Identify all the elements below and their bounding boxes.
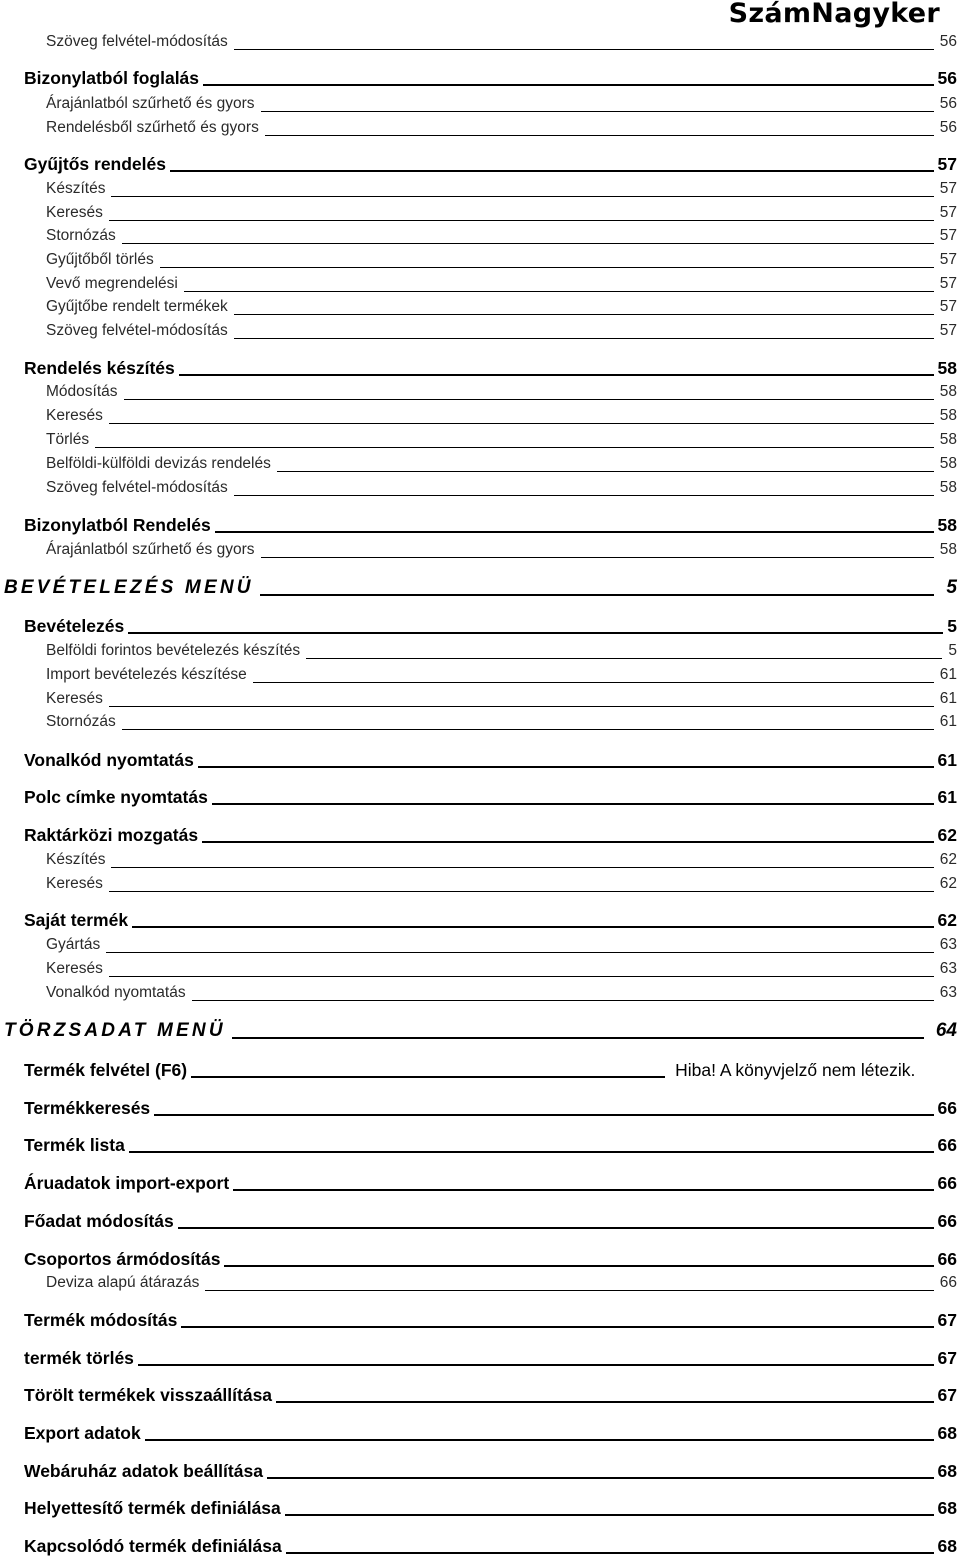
toc-leader-line <box>95 447 934 448</box>
toc-leader-line <box>109 976 934 977</box>
toc-entry-title: Rendelésből szűrhető és gyors <box>46 119 259 136</box>
toc-page-number: 66 <box>937 1211 957 1231</box>
toc-leader-line <box>253 682 934 683</box>
toc-page-number: 57 <box>939 298 957 315</box>
toc-entry-title: Szöveg felvétel-módosítás <box>46 322 228 339</box>
toc-leader-line <box>261 557 934 558</box>
toc-page-number: 61 <box>939 690 957 707</box>
toc-entry-title: TÖRZSADAT MENÜ <box>4 1020 226 1041</box>
toc-entry-title: Gyártás <box>46 936 101 953</box>
toc-entry-title: Szöveg felvétel-módosítás <box>46 479 228 496</box>
toc-leader-line <box>184 291 934 292</box>
toc-page-number: 5 <box>947 616 957 636</box>
toc-entry-title: Gyűjtős rendelés <box>24 154 166 174</box>
toc-leader-line <box>191 1076 665 1078</box>
toc-chapter-entry[interactable] <box>24 1132 957 1156</box>
toc-page-number: 68 <box>937 1536 957 1556</box>
toc-entry-title: Keresés <box>46 204 103 221</box>
toc-section-entry[interactable] <box>4 575 957 599</box>
toc-entry-title: Gyűjtőből törlés <box>46 251 154 268</box>
toc-leader-line <box>124 399 934 400</box>
toc-page-number: 58 <box>939 541 957 558</box>
toc-page-number: 56 <box>939 95 957 112</box>
toc-page-number: 68 <box>937 1461 957 1481</box>
toc-subentry[interactable] <box>46 427 957 451</box>
toc-entry-title: Keresés <box>46 960 103 977</box>
toc-entry-title: Webáruház adatok beállítása <box>24 1461 263 1481</box>
toc-chapter-entry[interactable] <box>24 1420 957 1444</box>
toc-page-number: 62 <box>937 825 957 845</box>
toc-chapter-entry[interactable] <box>24 1057 957 1081</box>
toc-leader-line <box>160 267 934 268</box>
toc-subentry[interactable] <box>46 294 957 318</box>
toc-leader-line <box>234 338 934 339</box>
toc-leader-line <box>111 867 933 868</box>
toc-chapter-entry[interactable] <box>24 512 957 536</box>
toc-entry-title: Készítés <box>46 180 106 197</box>
toc-chapter-entry[interactable] <box>24 1533 957 1557</box>
toc-subentry[interactable] <box>46 379 957 403</box>
toc-subentry[interactable] <box>46 709 957 733</box>
toc-entry-title: Gyűjtőbe rendelt termékek <box>46 298 228 315</box>
toc-entry-title: Stornózás <box>46 227 116 244</box>
toc-subentry[interactable] <box>46 451 957 475</box>
toc-chapter-entry[interactable] <box>24 613 957 637</box>
toc-entry-title: Saját termék <box>24 910 129 930</box>
toc-subentry[interactable] <box>46 115 957 139</box>
toc-leader-line <box>286 1552 934 1554</box>
toc-entry-title: Kapcsolódó termék definiálása <box>24 1536 282 1556</box>
toc-subentry[interactable] <box>46 871 957 895</box>
toc-page-number: 56 <box>939 119 957 136</box>
toc-leader-line <box>128 632 943 634</box>
toc-leader-line <box>285 1514 934 1516</box>
toc-entry-title: Raktárközi mozgatás <box>24 825 199 845</box>
toc-leader-line <box>109 220 934 221</box>
toc-page-number: 61 <box>939 666 957 683</box>
toc-leader-line <box>202 841 933 843</box>
toc-page-number: 58 <box>939 431 957 448</box>
toc-page-number: 57 <box>939 180 957 197</box>
toc-page-number: 58 <box>939 455 957 472</box>
toc-subentry[interactable] <box>46 662 957 686</box>
toc-entry-title: BEVÉTELEZÉS MENÜ <box>4 577 254 598</box>
toc-subentry[interactable] <box>46 686 957 710</box>
toc-leader-line <box>129 1151 934 1153</box>
toc-subentry[interactable] <box>46 932 957 956</box>
toc-page-number: 57 <box>939 322 957 339</box>
toc-entry-title: Bizonylatból foglalás <box>24 68 200 88</box>
toc-subentry[interactable] <box>46 223 957 247</box>
toc-page-number: 67 <box>937 1310 957 1330</box>
toc-subentry[interactable] <box>46 318 957 342</box>
toc-page-number: 5 <box>946 577 957 598</box>
toc-leader-line <box>179 374 934 376</box>
toc-page-number: 61 <box>937 750 957 770</box>
toc-entry-title: Készítés <box>46 851 106 868</box>
toc-entry-title: Polc címke nyomtatás <box>24 787 208 807</box>
toc-entry-title: Keresés <box>46 690 103 707</box>
toc-chapter-entry[interactable] <box>24 355 957 379</box>
toc-page-number: 62 <box>939 851 957 868</box>
toc-leader-line <box>234 49 934 50</box>
toc-entry-title: Bizonylatból Rendelés <box>24 515 211 535</box>
toc-chapter-entry[interactable] <box>24 1208 957 1232</box>
toc-leader-line <box>224 1265 933 1267</box>
toc-leader-line <box>234 495 934 496</box>
toc-entry-title: Keresés <box>46 875 103 892</box>
toc-page-number: 61 <box>937 787 957 807</box>
toc-entry-title: Vevő megrendelési <box>46 275 178 292</box>
toc-leader-line <box>192 1000 934 1001</box>
toc-page-number: 63 <box>939 984 957 1001</box>
toc-leader-line <box>205 1290 933 1291</box>
toc-chapter-entry[interactable] <box>24 747 957 771</box>
toc-leader-line <box>122 243 934 244</box>
toc-leader-line <box>109 423 934 424</box>
toc-chapter-entry[interactable] <box>24 907 957 931</box>
toc-subentry[interactable] <box>46 403 957 427</box>
toc-entry-title: Vonalkód nyomtatás <box>24 750 194 770</box>
toc-subentry[interactable] <box>46 200 957 224</box>
toc-page-number: 67 <box>937 1348 957 1368</box>
toc-chapter-entry[interactable] <box>24 65 957 89</box>
toc-page-number: 63 <box>939 960 957 977</box>
toc-chapter-entry[interactable] <box>24 1170 957 1194</box>
toc-entry-title: Belföldi forintos bevételezés készítés <box>46 642 301 659</box>
toc-entry-title: Törölt termékek visszaállítása <box>24 1385 273 1405</box>
toc-entry-title: Szöveg felvétel-módosítás <box>46 33 228 50</box>
toc-leader-line <box>106 952 933 953</box>
toc-leader-line <box>212 803 934 805</box>
toc-page-number: 68 <box>937 1423 957 1443</box>
toc-entry-title: Termék felvétel (F6) <box>24 1060 188 1080</box>
toc-entry-title: Árajánlatból szűrhető és gyors <box>46 95 255 112</box>
toc-entry-title: Árajánlatból szűrhető és gyors <box>46 541 255 558</box>
toc-leader-line <box>261 111 934 112</box>
toc-page-number: 66 <box>937 1249 957 1269</box>
toc-entry-title: Módosítás <box>46 383 118 400</box>
toc-page-number: 66 <box>937 1173 957 1193</box>
toc-leader-line <box>306 658 942 659</box>
toc-entry-title: Termékkeresés <box>24 1098 151 1118</box>
toc-entry-title: Áruadatok import-export <box>24 1173 230 1193</box>
toc-subentry[interactable] <box>46 537 957 561</box>
toc-leader-line <box>181 1326 933 1328</box>
toc-page-number: 66 <box>937 1135 957 1155</box>
toc-page-number: 57 <box>939 275 957 292</box>
toc-page-number: 58 <box>939 479 957 496</box>
toc-entry-title: Keresés <box>46 407 103 424</box>
toc-chapter-entry[interactable] <box>24 1458 957 1482</box>
toc-subentry[interactable] <box>46 176 957 200</box>
toc-entry-title: Főadat módosítás <box>24 1211 174 1231</box>
toc-leader-line <box>198 766 934 768</box>
toc-subentry[interactable] <box>46 475 957 499</box>
toc-leader-line <box>265 135 934 136</box>
toc-entry-title: Deviza alapú átárazás <box>46 1274 200 1291</box>
toc-page-number: 62 <box>939 875 957 892</box>
toc-page-number: 66 <box>937 1098 957 1118</box>
toc-subentry[interactable] <box>46 247 957 271</box>
toc-page-number: 68 <box>937 1498 957 1518</box>
toc-page-number: 58 <box>937 358 957 378</box>
toc-leader-line <box>233 1189 933 1191</box>
toc-leader-line <box>277 471 934 472</box>
toc-subentry[interactable] <box>46 956 957 980</box>
toc-leader-line <box>267 1477 934 1479</box>
brand-title: SzámNagyker <box>728 0 940 29</box>
toc-page-number: 61 <box>939 713 957 730</box>
toc-leader-line <box>260 594 935 596</box>
toc-subentry[interactable] <box>46 847 957 871</box>
toc-leader-line <box>109 891 934 892</box>
toc-chapter-entry[interactable] <box>24 1246 957 1270</box>
toc-chapter-entry[interactable] <box>24 1345 957 1369</box>
toc-subentry[interactable] <box>46 638 957 662</box>
toc-page-number: 67 <box>937 1385 957 1405</box>
toc-entry-title: Belföldi-külföldi devizás rendelés <box>46 455 271 472</box>
toc-entry-title: termék törlés <box>24 1348 134 1368</box>
toc-subentry[interactable] <box>46 91 957 115</box>
toc-page-number: 5 <box>948 642 957 659</box>
toc-leader-line <box>203 84 934 86</box>
toc-entry-title: Stornózás <box>46 713 116 730</box>
toc-subentry[interactable] <box>46 980 957 1004</box>
toc-leader-line <box>145 1439 934 1441</box>
toc-entry-title: Bevételezés <box>24 616 125 636</box>
toc-page-number: 58 <box>937 515 957 535</box>
toc-page-number: 64 <box>935 1020 957 1041</box>
toc-entry-title: Rendelés készítés <box>24 358 175 378</box>
toc-page-number: 57 <box>939 204 957 221</box>
toc-leader-line <box>132 926 933 928</box>
toc-page-number: 58 <box>939 407 957 424</box>
toc-chapter-entry[interactable] <box>24 822 957 846</box>
toc-entry-title: Vonalkód nyomtatás <box>46 984 186 1001</box>
toc-page-number: 63 <box>939 936 957 953</box>
toc-entry-title: Termék módosítás <box>24 1310 178 1330</box>
toc-entry-title: Export adatok <box>24 1423 141 1443</box>
toc-page-number: 56 <box>939 33 957 50</box>
toc-page-number: 62 <box>937 910 957 930</box>
toc-entry-title: Helyettesítő termék definiálása <box>24 1498 281 1518</box>
toc-page-number: 58 <box>939 383 957 400</box>
toc-subentry[interactable] <box>46 1270 957 1294</box>
toc-entry-title: Termék lista <box>24 1135 125 1155</box>
toc-chapter-entry[interactable] <box>24 151 957 175</box>
toc-chapter-entry[interactable] <box>24 1495 957 1519</box>
toc-page-number: 56 <box>937 68 957 88</box>
toc-leader-line <box>276 1401 933 1403</box>
toc-leader-line <box>215 531 934 533</box>
toc-entry-title: Csoportos ármódosítás <box>24 1249 221 1269</box>
toc-page-number: 57 <box>939 227 957 244</box>
toc-leader-line <box>122 729 934 730</box>
toc-leader-line <box>232 1037 924 1039</box>
toc-chapter-entry[interactable] <box>24 784 957 808</box>
toc-page-number: 57 <box>939 251 957 268</box>
toc-leader-line <box>178 1227 934 1229</box>
toc-page-number: 57 <box>937 154 957 174</box>
toc-chapter-entry[interactable] <box>24 1382 957 1406</box>
toc-subentry[interactable] <box>46 29 957 53</box>
toc-chapter-entry[interactable] <box>24 1095 957 1119</box>
toc-leader-line <box>109 706 934 707</box>
toc-leader-line <box>111 196 933 197</box>
toc-page-number: 66 <box>939 1274 957 1291</box>
toc-leader-line <box>234 314 934 315</box>
toc-subentry[interactable] <box>46 271 957 295</box>
toc-leader-line <box>170 170 934 172</box>
toc-leader-line <box>154 1114 933 1116</box>
toc-entry-title: Törlés <box>46 431 90 448</box>
toc-leader-line <box>138 1364 934 1366</box>
toc-chapter-entry[interactable] <box>24 1307 957 1331</box>
toc-entry-title: Import bevételezés készítése <box>46 666 247 683</box>
toc-section-entry[interactable] <box>4 1018 957 1042</box>
toc-bookmark-error: Hiba! A könyvjelző nem létezik. <box>675 1060 916 1080</box>
